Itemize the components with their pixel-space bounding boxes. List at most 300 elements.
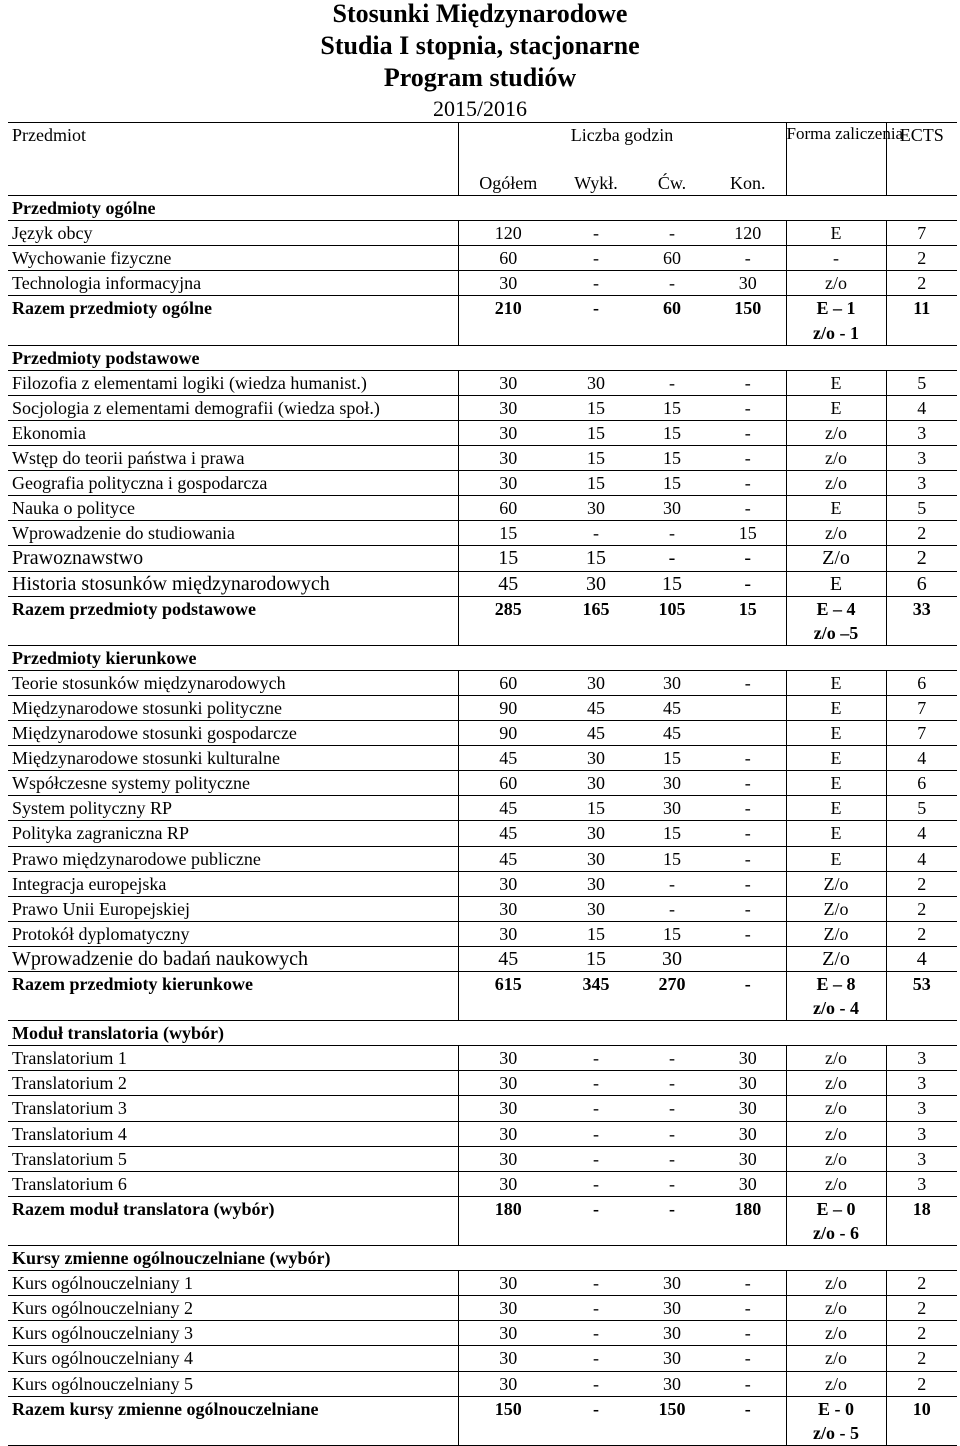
total-hours: 120 xyxy=(458,221,558,246)
consult-hours: - xyxy=(710,846,786,871)
assessment-form: E xyxy=(786,846,886,871)
exercise-hours: 30 xyxy=(634,771,710,796)
program-title: Stosunki Międzynarodowe xyxy=(332,0,628,28)
exercise-hours: 105 xyxy=(634,596,710,645)
exercise-hours: 30 xyxy=(634,946,710,971)
total-label: Razem moduł translatora (wybór) xyxy=(8,1196,458,1245)
lecture-hours: - xyxy=(558,1171,634,1196)
total-label: Razem przedmioty podstawowe xyxy=(8,596,458,645)
ects-points: 6 xyxy=(886,771,957,796)
ects-points: 11 xyxy=(886,296,957,345)
total-hours: 615 xyxy=(458,972,558,1021)
ects-points: 4 xyxy=(886,395,957,420)
subject-name: Międzynarodowe stosunki gospodarcze xyxy=(8,721,458,746)
consult-hours: 30 xyxy=(710,1096,786,1121)
assessment-form: z/o xyxy=(786,471,886,496)
ects-points: 3 xyxy=(886,420,957,445)
lecture-hours: 30 xyxy=(558,821,634,846)
exercise-hours: - xyxy=(634,521,710,546)
subject-name: Translatorium 5 xyxy=(8,1146,458,1171)
exercise-hours: 15 xyxy=(634,846,710,871)
credit-count: z/o - 5 xyxy=(813,1422,860,1443)
total-hours: 30 xyxy=(458,1146,558,1171)
lecture-hours: 45 xyxy=(558,695,634,720)
consult-hours: - xyxy=(710,921,786,946)
total-hours: 30 xyxy=(458,1171,558,1196)
lecture-hours: - xyxy=(558,1071,634,1096)
total-label: Razem przedmioty ogólne xyxy=(8,296,458,345)
subject-name: Teorie stosunków międzynarodowych xyxy=(8,670,458,695)
consult-hours: - xyxy=(710,896,786,921)
consult-hours: - xyxy=(710,1271,786,1296)
lecture-hours: - xyxy=(558,1396,634,1445)
total-hours: 60 xyxy=(458,246,558,271)
lecture-hours: 15 xyxy=(558,796,634,821)
assessment-form: E xyxy=(786,395,886,420)
table-row xyxy=(8,446,957,471)
table-row xyxy=(8,721,957,746)
exercise-hours: - xyxy=(634,1171,710,1196)
assessment-form xyxy=(786,972,886,1021)
subject-name: Geografia polityczna i gospodarcza xyxy=(8,471,458,496)
lecture-hours: 30 xyxy=(558,896,634,921)
table-row xyxy=(8,771,957,796)
assessment-form: z/o xyxy=(786,420,886,445)
exercise-hours: - xyxy=(634,1196,710,1245)
exercise-hours: - xyxy=(634,896,710,921)
lecture-hours: 15 xyxy=(558,395,634,420)
subject-name: Socjologia z elementami demografii (wiedza społ.) xyxy=(8,395,458,420)
table-row xyxy=(8,546,957,571)
section-title: Kursy zmienne ogólnouczelniane (wybór) xyxy=(8,1246,957,1271)
table-row xyxy=(8,871,957,896)
subject-name: Technologia informacyjna xyxy=(8,271,458,296)
lecture-hours: 30 xyxy=(558,571,634,596)
section-total-row xyxy=(8,972,957,1021)
total-hours: 285 xyxy=(458,596,558,645)
subject-name: Prawo Unii Europejskiej xyxy=(8,896,458,921)
table-row xyxy=(8,1296,957,1321)
exercise-hours: 30 xyxy=(634,1321,710,1346)
consult-hours: 15 xyxy=(710,596,786,645)
total-hours: 45 xyxy=(458,746,558,771)
lecture-hours: - xyxy=(558,1296,634,1321)
document-header xyxy=(0,0,960,124)
form-column-header: Forma zaliczenia xyxy=(786,123,886,196)
exam-count: E - 0 xyxy=(818,1398,855,1419)
consult-hours: - xyxy=(710,670,786,695)
total-hours: 30 xyxy=(458,1071,558,1096)
total-hours: 30 xyxy=(458,420,558,445)
ects-points: 3 xyxy=(886,1171,957,1196)
table-row xyxy=(8,370,957,395)
consult-hours: 30 xyxy=(710,1071,786,1096)
subject-name: Kurs ogólnouczelniany 1 xyxy=(8,1271,458,1296)
subheader-empty xyxy=(8,171,458,196)
consult-hours: 30 xyxy=(710,1046,786,1071)
assessment-form: z/o xyxy=(786,1046,886,1071)
assessment-form: E xyxy=(786,370,886,395)
ects-points: 2 xyxy=(886,521,957,546)
consult-hours: - xyxy=(710,972,786,1021)
table-row xyxy=(8,1346,957,1371)
total-label: Razem kursy zmienne ogólnouczelniane xyxy=(8,1396,458,1445)
subject-name: Kurs ogólnouczelniany 5 xyxy=(8,1371,458,1396)
table-row xyxy=(8,1321,957,1346)
subject-name: Polityka zagraniczna RP xyxy=(8,821,458,846)
lecture-hours: - xyxy=(558,1196,634,1245)
assessment-form: z/o xyxy=(786,1121,886,1146)
subject-name: Wstęp do teorii państwa i prawa xyxy=(8,446,458,471)
subject-name: Translatorium 3 xyxy=(8,1096,458,1121)
lecture-hours: 15 xyxy=(558,471,634,496)
ects-points: 7 xyxy=(886,221,957,246)
consult-hours: - xyxy=(710,796,786,821)
consult-hours: 120 xyxy=(710,221,786,246)
assessment-form: E xyxy=(786,746,886,771)
exercise-hours: 150 xyxy=(634,1396,710,1445)
subject-name: Translatorium 1 xyxy=(8,1046,458,1071)
subject-name: Translatorium 2 xyxy=(8,1071,458,1096)
assessment-form: z/o xyxy=(786,1071,886,1096)
exercise-hours: 30 xyxy=(634,1371,710,1396)
table-row xyxy=(8,496,957,521)
subject-name: Wprowadzenie do studiowania xyxy=(8,521,458,546)
consult-hours: 150 xyxy=(710,296,786,345)
assessment-form xyxy=(786,596,886,645)
subject-name: Ekonomia xyxy=(8,420,458,445)
consult-hours: 30 xyxy=(710,1171,786,1196)
lecture-hours-header: Wykł. xyxy=(558,171,634,196)
subject-name: Prawoznawstwo xyxy=(8,546,458,571)
subject-name: Nauka o polityce xyxy=(8,496,458,521)
table-row xyxy=(8,1271,957,1296)
consult-hours: 30 xyxy=(710,1146,786,1171)
exercise-hours: 15 xyxy=(634,395,710,420)
total-hours: 60 xyxy=(458,771,558,796)
assessment-form: z/o xyxy=(786,1096,886,1121)
table-row xyxy=(8,1096,957,1121)
credit-count: z/o - 6 xyxy=(813,1222,860,1243)
total-hours: 30 xyxy=(458,1371,558,1396)
total-hours: 30 xyxy=(458,921,558,946)
ects-points: 2 xyxy=(886,246,957,271)
lecture-hours: 165 xyxy=(558,596,634,645)
total-hours: 45 xyxy=(458,846,558,871)
assessment-form: z/o xyxy=(786,521,886,546)
lecture-hours: - xyxy=(558,246,634,271)
lecture-hours: - xyxy=(558,521,634,546)
lecture-hours: 345 xyxy=(558,972,634,1021)
subject-name: System polityczny RP xyxy=(8,796,458,821)
table-row xyxy=(8,1121,957,1146)
section-total-row xyxy=(8,296,957,345)
total-hours: 30 xyxy=(458,271,558,296)
assessment-form: z/o xyxy=(786,1171,886,1196)
exercise-hours: - xyxy=(634,1121,710,1146)
table-row xyxy=(8,746,957,771)
total-hours: 30 xyxy=(458,1096,558,1121)
exercise-hours: 15 xyxy=(634,420,710,445)
ects-points: 3 xyxy=(886,446,957,471)
exam-count: E – 1 xyxy=(816,298,856,319)
assessment-form: z/o xyxy=(786,271,886,296)
lecture-hours: - xyxy=(558,1346,634,1371)
table-row xyxy=(8,796,957,821)
section-total-row xyxy=(8,596,957,645)
consult-hours: 180 xyxy=(710,1196,786,1245)
exercise-hours: - xyxy=(634,871,710,896)
subject-column-header: Przedmiot xyxy=(8,123,458,172)
ects-points: 4 xyxy=(886,821,957,846)
lecture-hours: - xyxy=(558,1046,634,1071)
assessment-form: E xyxy=(786,670,886,695)
subject-name: Język obcy xyxy=(8,221,458,246)
consult-hours: 30 xyxy=(710,271,786,296)
ects-points: 7 xyxy=(886,721,957,746)
lecture-hours: 15 xyxy=(558,921,634,946)
consult-hours: - xyxy=(710,1396,786,1445)
table-row xyxy=(8,571,957,596)
lecture-hours: 30 xyxy=(558,771,634,796)
table-row xyxy=(8,420,957,445)
total-hours: 30 xyxy=(458,1046,558,1071)
ects-points: 2 xyxy=(886,896,957,921)
ects-points: 3 xyxy=(886,1071,957,1096)
exercise-hours: 60 xyxy=(634,296,710,345)
total-hours: 30 xyxy=(458,1271,558,1296)
total-hours: 90 xyxy=(458,695,558,720)
table-row xyxy=(8,1071,957,1096)
assessment-form: - xyxy=(786,246,886,271)
section-total-row xyxy=(8,1196,957,1245)
exercise-hours: 15 xyxy=(634,746,710,771)
consult-hours: - xyxy=(710,496,786,521)
section-title: Przedmioty ogólne xyxy=(8,196,957,221)
lecture-hours: 30 xyxy=(558,846,634,871)
lecture-hours: 45 xyxy=(558,721,634,746)
total-hours: 15 xyxy=(458,546,558,571)
lecture-hours: 30 xyxy=(558,370,634,395)
section-heading-row xyxy=(8,196,957,221)
lecture-hours: - xyxy=(558,1146,634,1171)
lecture-hours: 30 xyxy=(558,496,634,521)
ects-points: 7 xyxy=(886,695,957,720)
lecture-hours: 15 xyxy=(558,420,634,445)
assessment-form: z/o xyxy=(786,1146,886,1171)
assessment-form: E xyxy=(786,721,886,746)
table-row xyxy=(8,246,957,271)
total-hours: 45 xyxy=(458,796,558,821)
consult-hours: - xyxy=(710,546,786,571)
lecture-hours: 15 xyxy=(558,446,634,471)
ects-points: 3 xyxy=(886,1046,957,1071)
ects-points: 3 xyxy=(886,1121,957,1146)
exercise-hours: 15 xyxy=(634,821,710,846)
exercise-hours-header: Ćw. xyxy=(634,171,710,196)
program-heading: Program studiów xyxy=(383,63,577,92)
assessment-form xyxy=(786,1396,886,1445)
subject-name: Translatorium 6 xyxy=(8,1171,458,1196)
ects-points: 2 xyxy=(886,271,957,296)
lecture-hours: - xyxy=(558,271,634,296)
assessment-form: z/o xyxy=(786,1346,886,1371)
assessment-form: E xyxy=(786,771,886,796)
table-row xyxy=(8,395,957,420)
subject-name: Protokół dyplomatyczny xyxy=(8,921,458,946)
subject-name: Translatorium 4 xyxy=(8,1121,458,1146)
exercise-hours: 15 xyxy=(634,571,710,596)
consult-hours: - xyxy=(710,771,786,796)
subject-name: Prawo międzynarodowe publiczne xyxy=(8,846,458,871)
total-hours: 150 xyxy=(458,1396,558,1445)
consult-hours: - xyxy=(710,420,786,445)
total-hours: 180 xyxy=(458,1196,558,1245)
exercise-hours: 30 xyxy=(634,496,710,521)
section-title: Przedmioty podstawowe xyxy=(8,345,957,370)
subject-name: Kurs ogólnouczelniany 2 xyxy=(8,1296,458,1321)
assessment-form xyxy=(786,1196,886,1245)
total-hours: 210 xyxy=(458,296,558,345)
exercise-hours: - xyxy=(634,370,710,395)
total-hours: 30 xyxy=(458,370,558,395)
ects-points: 2 xyxy=(886,921,957,946)
assessment-form: z/o xyxy=(786,1321,886,1346)
exam-count: E – 8 xyxy=(816,974,856,994)
table-row xyxy=(8,1146,957,1171)
assessment-form: z/o xyxy=(786,1371,886,1396)
consult-hours-header: Kon. xyxy=(710,171,786,196)
assessment-form: E xyxy=(786,571,886,596)
assessment-form: E xyxy=(786,221,886,246)
consult-hours xyxy=(710,721,786,746)
table-row xyxy=(8,921,957,946)
exercise-hours: 15 xyxy=(634,446,710,471)
ects-points: 2 xyxy=(886,1371,957,1396)
table-row xyxy=(8,896,957,921)
lecture-hours: - xyxy=(558,1096,634,1121)
consult-hours xyxy=(710,946,786,971)
subject-name: Międzynarodowe stosunki kulturalne xyxy=(8,746,458,771)
table-row xyxy=(8,1371,957,1396)
subject-name: Wychowanie fizyczne xyxy=(8,246,458,271)
total-hours: 30 xyxy=(458,1321,558,1346)
exercise-hours: 15 xyxy=(634,471,710,496)
table-row xyxy=(8,471,957,496)
total-hours: 30 xyxy=(458,896,558,921)
ects-points: 3 xyxy=(886,1096,957,1121)
ects-points: 6 xyxy=(886,571,957,596)
section-heading-row xyxy=(8,1246,957,1271)
total-hours: 30 xyxy=(458,871,558,896)
ects-points: 4 xyxy=(886,846,957,871)
ects-points: 2 xyxy=(886,871,957,896)
total-hours: 45 xyxy=(458,946,558,971)
assessment-form: Z/o xyxy=(786,546,886,571)
ects-points: 5 xyxy=(886,496,957,521)
ects-points: 2 xyxy=(886,546,957,571)
ects-points: 6 xyxy=(886,670,957,695)
consult-hours: - xyxy=(710,821,786,846)
subject-name: Filozofia z elementami logiki (wiedza humanist.) xyxy=(8,370,458,395)
assessment-form: Z/o xyxy=(786,946,886,971)
exercise-hours: 270 xyxy=(634,972,710,1021)
credit-count: z/o –5 xyxy=(813,622,859,643)
exam-count: E – 0 xyxy=(816,1198,856,1219)
credit-count: z/o - 1 xyxy=(813,322,860,343)
lecture-hours: 30 xyxy=(558,670,634,695)
exercise-hours: - xyxy=(634,1096,710,1121)
ects-points: 53 xyxy=(886,972,957,1021)
section-heading-row xyxy=(8,345,957,370)
total-hours: 15 xyxy=(458,521,558,546)
exercise-hours: 30 xyxy=(634,1296,710,1321)
section-title: Przedmioty kierunkowe xyxy=(8,645,957,670)
consult-hours: 30 xyxy=(710,1121,786,1146)
ects-points: 2 xyxy=(886,1346,957,1371)
lecture-hours: 15 xyxy=(558,946,634,971)
subject-name: Integracja europejska xyxy=(8,871,458,896)
table-row xyxy=(8,821,957,846)
total-label: Razem przedmioty kierunkowe xyxy=(8,972,458,1021)
subject-name: Międzynarodowe stosunki polityczne xyxy=(8,695,458,720)
subject-name: Kurs ogólnouczelniany 4 xyxy=(8,1346,458,1371)
ects-points: 2 xyxy=(886,1321,957,1346)
lecture-hours: 30 xyxy=(558,746,634,771)
total-hours: 30 xyxy=(458,1296,558,1321)
exam-count: E – 4 xyxy=(816,598,856,619)
section-total-row xyxy=(8,1396,957,1445)
table-row xyxy=(8,695,957,720)
ects-points: 18 xyxy=(886,1196,957,1245)
exercise-hours: 30 xyxy=(634,1346,710,1371)
assessment-form: z/o xyxy=(786,1271,886,1296)
exercise-hours: - xyxy=(634,546,710,571)
assessment-form: E xyxy=(786,796,886,821)
lecture-hours: 15 xyxy=(558,546,634,571)
assessment-form: z/o xyxy=(786,446,886,471)
consult-hours: 15 xyxy=(710,521,786,546)
total-hours: 60 xyxy=(458,496,558,521)
exercise-hours: 30 xyxy=(634,1271,710,1296)
consult-hours: - xyxy=(710,571,786,596)
consult-hours: - xyxy=(710,370,786,395)
ects-points: 4 xyxy=(886,746,957,771)
exercise-hours: 30 xyxy=(634,670,710,695)
total-hours: 30 xyxy=(458,446,558,471)
ects-points: 33 xyxy=(886,596,957,645)
consult-hours xyxy=(710,695,786,720)
lecture-hours: - xyxy=(558,1121,634,1146)
ects-points: 3 xyxy=(886,1146,957,1171)
table-row xyxy=(8,1046,957,1071)
table-header-row xyxy=(8,123,957,172)
lecture-hours: - xyxy=(558,221,634,246)
table-row xyxy=(8,271,957,296)
lecture-hours: - xyxy=(558,1371,634,1396)
exercise-hours: 45 xyxy=(634,695,710,720)
assessment-form: Z/o xyxy=(786,871,886,896)
consult-hours: - xyxy=(710,471,786,496)
exercise-hours: 60 xyxy=(634,246,710,271)
exercise-hours: - xyxy=(634,221,710,246)
assessment-form xyxy=(786,296,886,345)
lecture-hours: 30 xyxy=(558,871,634,896)
table-row xyxy=(8,946,957,971)
exercise-hours: - xyxy=(634,1146,710,1171)
table-row xyxy=(8,221,957,246)
study-level: Studia I stopnia, stacjonarne xyxy=(320,31,640,60)
